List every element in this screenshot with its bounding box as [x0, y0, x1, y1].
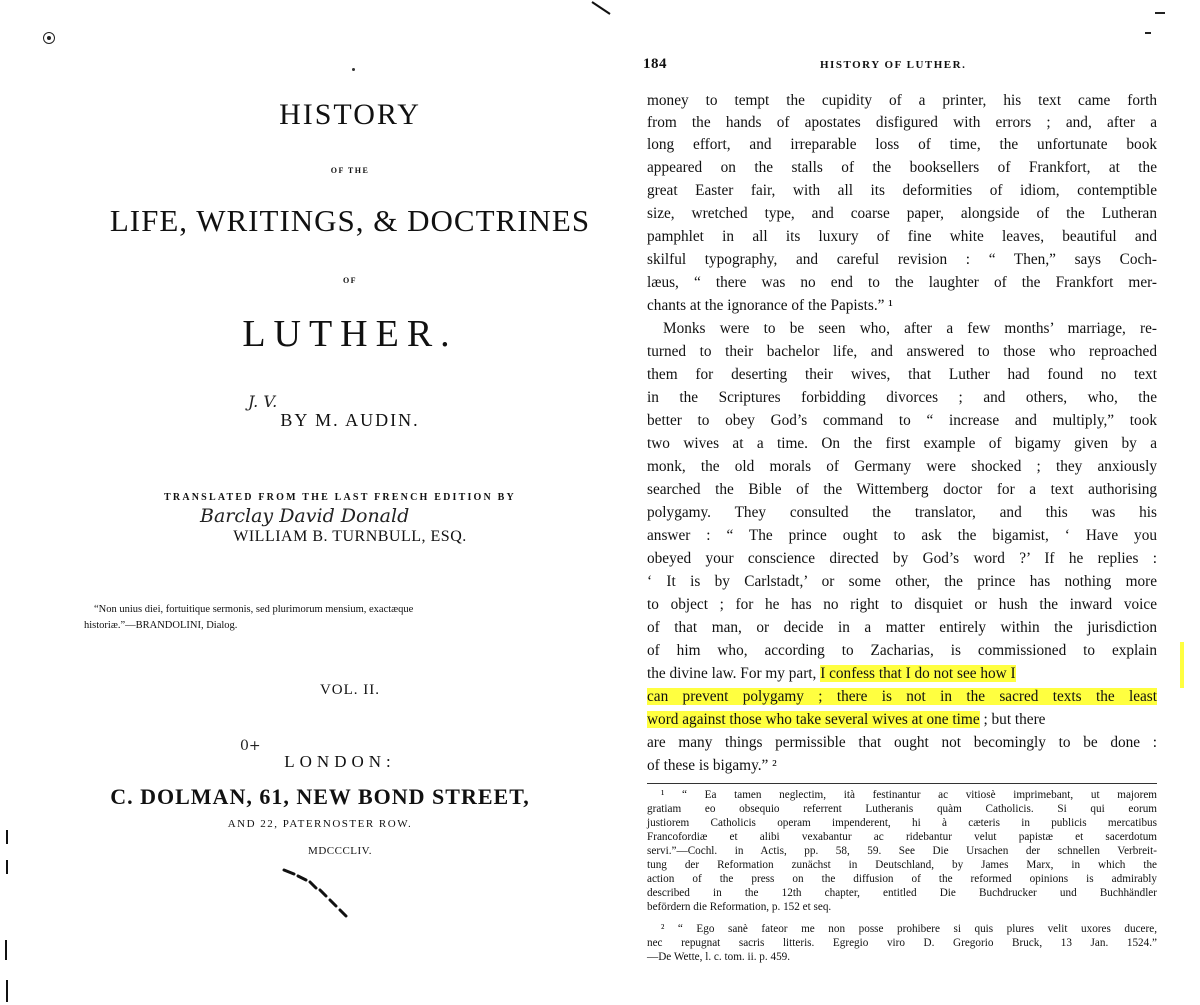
page-number: 184 [643, 56, 667, 72]
body-line: to object ; for he has no right to disquiet or hush the inward voice [647, 596, 1157, 613]
running-head: HISTORY OF LUTHER. [820, 59, 967, 71]
imprint-date: MDCCCLIV. [308, 845, 372, 857]
body-line: chants at the ignorance of the Papists.” ¹ [647, 297, 893, 314]
footnote-line: gratiam eo obsequio referrent Lutheranis quàm Catholicis. Si qui eorum [647, 803, 1157, 815]
imprint-address: AND 22, PATERNOSTER ROW. [227, 818, 413, 830]
footnote-line: ² “ Ego sanè fateor me non posse prohibere si quis plures velit uxores ducere, [661, 923, 1157, 935]
footnote-line: —De Wette, l. c. tom. ii. p. 459. [647, 951, 791, 963]
body-line: skilful typography, and careful revision : “ Then,” says Coch- [647, 251, 1157, 268]
body-line: are many things permissible that ought not becomingly to be done : [647, 734, 1157, 751]
body-text-segment: ; but there [979, 711, 1046, 728]
highlighted-text: can prevent polygamy ; there is not in the sacred texts the least [647, 688, 1157, 705]
footnote-line: servi.”—Cochl. in Actis, pp. 58, 59. See Die Ursachen der schnellen Verbreit- [647, 845, 1157, 857]
body-line: obeyed your conscience directed by God’s word ?’ If he replies : [647, 550, 1157, 567]
footnote-line: tung der Reformation zunächst in Deutschland, by James Marx, in which the [647, 859, 1157, 871]
scan-mark-icon [1145, 32, 1151, 34]
body-line: appeared on the stalls of the booksellers of Frankfort, at the [647, 159, 1157, 176]
highlight-margin-bar [1180, 642, 1184, 688]
body-line: Monks were to be seen who, after a few months’ marriage, re- [663, 320, 1157, 337]
london-handwritten-annotation: 0+ [240, 738, 261, 754]
title-line-3: LUTHER. [242, 313, 458, 355]
body-line-highlighted [647, 686, 1157, 708]
footnote-divider [647, 783, 1157, 784]
text-page [600, 0, 1200, 1005]
title-of-the: OF THE [330, 166, 370, 175]
body-line: better to obey God’s command to “ increase and multiply,” took [647, 412, 1157, 429]
body-line-highlight-end [647, 709, 1157, 731]
body-line: money to tempt the cupidity of a printer, his text came forth [647, 92, 1157, 109]
volume-label: VOL. II. [319, 682, 381, 698]
author-line: BY M. AUDIN. [280, 410, 420, 430]
handwritten-signature: Barclay David Donald [200, 505, 410, 527]
body-line: from the hands of apostates disfigured with errors ; and, after a [647, 114, 1157, 131]
body-line: of that man, or decide in a matter entirely within the jurisdiction [647, 619, 1157, 636]
body-line: ‘ It is by Carlstadt,’ or some other, the prince has nothing more [647, 573, 1157, 590]
title-line-1: HISTORY [279, 98, 421, 131]
body-line: turned to their bachelor life, and answered to those who reproached [647, 343, 1157, 360]
body-line: them for deserting their wives, that Luther had found no text [647, 366, 1157, 383]
scan-edge-marks-icon [0, 830, 14, 1005]
body-line: searched the Bible of the Wittemberg doctor for a text authorising [647, 481, 1157, 498]
epigraph-line-2: historiæ.”—BRANDOLINI, Dialog. [84, 620, 238, 631]
scan-dot-icon [352, 68, 355, 71]
body-text-segment: the divine law. For my part, [647, 665, 821, 682]
body-line: polygamy. They consulted the translator, and this was his [647, 504, 1157, 521]
highlighted-text: word against those who take several wives at one time [647, 711, 980, 728]
body-line: in the Scriptures forbidding divorces ; and others, who, the [647, 389, 1157, 406]
footnote-line: justiorem Catholicis operam impenderent, hi à cæteris in publicis mercatibus [647, 817, 1157, 829]
footnote-line: Francofordiæ et alibi vexabantur ac ridebantur velut papistæ et sacerdotum [647, 831, 1157, 843]
body-line: great Easter fair, with all its deformities of idiom, contemptible [647, 182, 1157, 199]
footnote-line: described in the 12th chapter, entitled Die Buchdrucker und Buchhändler [647, 887, 1157, 899]
body-line: answer : “ The prince ought to ask the bigamist, ‘ Have you [647, 527, 1157, 544]
title-line-2: LIFE, WRITINGS, & DOCTRINES [109, 203, 591, 238]
scan-mark-icon [1155, 12, 1165, 14]
author-handwritten-annotation: J. V. [248, 392, 278, 411]
body-line-highlight-start [647, 663, 1157, 685]
translator-name: WILLIAM B. TURNBULL, ESQ. [233, 528, 467, 545]
circle-mark-icon [43, 32, 55, 44]
footnote-line: action of the press on the diffusion of the reformed opinions is admirably [647, 873, 1157, 885]
translated-by-line: TRANSLATED FROM THE LAST FRENCH EDITION BY [164, 492, 516, 503]
highlighted-text: I confess that I do not see how I [820, 665, 1016, 682]
body-line: monk, the old morals of Germany were shocked ; they anxiously [647, 458, 1157, 475]
footnote-line: nec repugnat sacris litteris. Egregio viro D. Gregorio Bruck, 13 Jan. 1524.” [647, 937, 1157, 949]
footnote-line: befördern die Reformation, p. 152 et seq. [647, 901, 832, 913]
body-line: size, wretched type, and coarse paper, alongside of the Lutheran [647, 205, 1157, 222]
imprint-publisher: C. DOLMAN, 61, NEW BOND STREET, [110, 784, 530, 809]
body-line: of these is bigamy.” ² [647, 757, 777, 774]
footnote-line: ¹ “ Ea tamen neglectim, ità festinantur ac vitiosè imprimebant, ut majorem [661, 789, 1157, 801]
body-line: long effort, and irreparable loss of time, the unfortunate book [647, 136, 1157, 153]
ink-scribble-icon [280, 862, 360, 922]
body-line: pamphlet in all its luxury of fine white leaves, beautiful and [647, 228, 1157, 245]
body-line: two wives at a time. On the first example of bigamy given by a [647, 435, 1157, 452]
title-of: OF [342, 276, 358, 285]
epigraph-line-1: “Non unius diei, fortuitique sermonis, sed plurimorum mensium, exactæque [94, 604, 414, 615]
body-line: læus, “ there was no end to the laughter of the Frankfort mer- [647, 274, 1157, 291]
body-line: of him who, according to Zacharias, is commissioned to explain [647, 642, 1157, 659]
imprint-city: LONDON: [284, 752, 396, 771]
